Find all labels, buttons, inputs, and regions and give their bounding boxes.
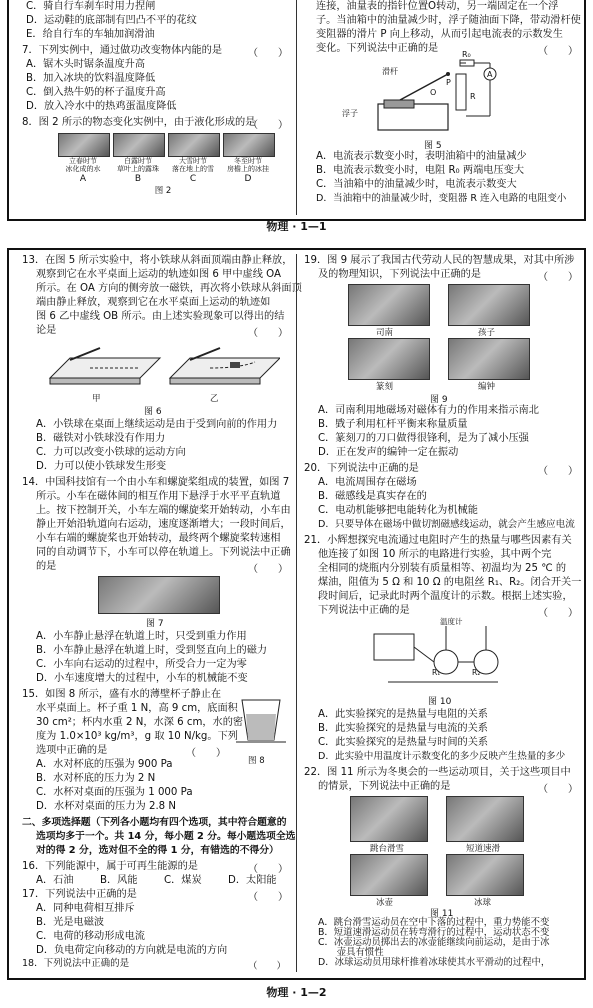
- option: C．篆刻刀的刀口做得很锋利，是为了减小压强: [318, 433, 529, 444]
- question-line: 选项中正确的是: [36, 745, 108, 756]
- question-stem: 20．下列说法中正确的是: [304, 463, 419, 474]
- answer-blank: （ ）: [248, 961, 287, 972]
- option: B．磁感线是真实存在的: [318, 491, 427, 502]
- photo-bells: [448, 338, 530, 380]
- option: C．煤炭: [164, 875, 202, 886]
- option: D．只要导体在磁场中做切割磁感线运动，就会产生感应电流: [318, 519, 575, 530]
- option: A．同种电荷相互排斥: [36, 903, 135, 914]
- section-heading: 选项均多于一个。共 14 分，每小题 2 分。每小题选项全选: [36, 831, 296, 842]
- option: D．太阳能: [228, 875, 277, 886]
- option: A．司南利用地磁场对磁体有力的作用来指示南北: [318, 405, 539, 416]
- option: C．倒入热牛奶的杯子温度升高: [26, 87, 166, 98]
- question-line: 所示。小车在磁体间的相互作用下悬浮于水平平直轨道: [36, 491, 281, 502]
- question-line: 22．图 11 所示为冬奥会的一些运动项目，关于这些项目中: [304, 767, 571, 778]
- figure-caption: 图 5: [424, 141, 442, 151]
- option: C．水杯对桌面的压强为 1 000 Pa: [36, 787, 193, 798]
- option: B．小车静止悬浮在轨道上时，受到竖直向上的磁力: [36, 645, 268, 656]
- question-line: 度为 1.0×10³ kg/m³，g 取 10 N/kg。下列: [36, 731, 238, 742]
- label-slider: 滑杆: [382, 67, 398, 76]
- option: D．力可以使小铁球发生形变: [36, 461, 167, 472]
- answer-blank: （ ）: [248, 48, 288, 59]
- option: A．锯木头时锯条温度升高: [26, 59, 146, 70]
- text-line: 变阻器的滑片 P 向上移动，从而引起电流表的示数发生: [316, 29, 563, 40]
- figure-caption: 图 2: [154, 186, 172, 196]
- option: C．力可以改变小铁球的运动方向: [36, 447, 186, 458]
- question-line: 观察到它在水平桌面上运动的轨迹如图 6 甲中虚线 OA: [36, 269, 281, 280]
- question-line: 21．小辉想探究电流通过电阻时产生的热量与哪些因素有关: [304, 535, 572, 546]
- option: B．光是电磁波: [36, 917, 105, 928]
- label-float: 浮子: [342, 109, 358, 118]
- question-line: 段时间后，记录此时两个温度计的示数。根据上述实验，: [318, 591, 573, 602]
- option: C．电动机能够把电能转化为机械能: [318, 505, 478, 516]
- caption: 冰球: [474, 898, 492, 908]
- option: C．电荷的移动形成电流: [36, 931, 145, 942]
- caption: 短道速滑: [466, 844, 501, 854]
- photo-ice-melt: [58, 133, 110, 157]
- option: D．放入冷水中的热鸡蛋温度降低: [26, 101, 177, 112]
- label-ammeter: A: [487, 70, 493, 79]
- text-line: 子。当油箱中的油量减少时，浮子随油面下降，带动滑杆使: [316, 15, 581, 26]
- label-yi: 乙: [210, 394, 219, 404]
- question-line: 所示。在 OA 方向的侧旁放一磁铁，再次将小铁球从斜面顶: [36, 283, 302, 294]
- letter-c: C: [189, 174, 197, 184]
- letter-b: B: [134, 174, 142, 184]
- option: A．小车静止悬浮在轨道上时，只受到重力作用: [36, 631, 247, 642]
- option: C．小车向右运动的过程中，所受合力一定为零: [36, 659, 247, 670]
- answer-blank: （ ）: [248, 892, 288, 903]
- question-line: 图 6 乙中虚线 OB 所示。由上述实验现象可以得出的结: [36, 311, 285, 322]
- caption: 编钟: [478, 382, 496, 392]
- option: 壶具有惯性: [318, 947, 384, 958]
- figure-10-apparatus: [368, 622, 518, 692]
- caption-a: 立春时节 冰化成的水: [65, 157, 101, 173]
- question-stem: 17．下列说法中正确的是: [22, 889, 137, 900]
- section-heading: 对的得 2 分，选对但不全的得 1 分，有错选的不得分）: [36, 845, 279, 856]
- photo-dew: [113, 133, 165, 157]
- label-r0: R₀: [462, 50, 471, 59]
- text-line: D．运动鞋的底部制有凹凸不平的花纹: [26, 15, 197, 26]
- photo-steelyard: [448, 284, 530, 326]
- question-line: 15．如图 8 所示，盛有水的薄壁杯子静止在: [22, 689, 222, 700]
- caption-c: 大雪时节 落在地上的雪: [172, 157, 214, 173]
- option: A．电流周围存在磁场: [318, 477, 417, 488]
- cup-figure: [236, 696, 286, 752]
- option: B．水对杯底的压力为 2 N: [36, 773, 156, 784]
- text-line: 连接，油量表的指针位置O转动，另一端固定在一个浮: [316, 1, 559, 12]
- option: B．戥子利用杠杆平衡来称量质量: [318, 419, 468, 430]
- label-p: P: [446, 78, 451, 87]
- caption: 跳台滑雪: [370, 844, 405, 854]
- question-line: 上。按下控制开关，小车左端的螺旋桨开始转动，小车由: [36, 505, 291, 516]
- option: D．此实验中用温度计示数变化的多少反映产生热量的多少: [318, 751, 566, 762]
- photo-carving: [348, 338, 430, 380]
- page-1-bottom-portion: [0, 0, 593, 235]
- option: A．水对杯底的压强为 900 Pa: [36, 759, 173, 770]
- question-line: 他连接了如图 10 所示的电路进行实验，其中两个完: [318, 549, 552, 560]
- figure-caption: 图 6: [144, 407, 162, 417]
- answer-blank: （ ）: [248, 564, 288, 575]
- question-stem: 7．下列实例中，通过做功改变物体内能的是: [22, 45, 223, 56]
- letter-d: D: [244, 174, 252, 184]
- label-o: O: [430, 88, 437, 97]
- question-line: 静止开始沿轨道向右运动，速度逐渐增大；一段时间后，: [36, 519, 291, 530]
- figure-6-drawing: [40, 338, 280, 398]
- option: D．正在发声的编钟一定在振动: [318, 447, 459, 458]
- caption-d: 冬至时节 房檐上的冰挂: [227, 157, 269, 173]
- answer-blank: （ ）: [538, 784, 578, 795]
- option: D．水杯对桌面的压力为 2.8 N: [36, 801, 177, 812]
- maglev-car-photo: [98, 576, 220, 614]
- figure-caption: 图 8: [248, 756, 265, 766]
- option: B．加入冰块的饮料温度降低: [26, 73, 156, 84]
- figure-caption: 图 11: [430, 909, 454, 919]
- question-line: 及的物理知识，下列说法中正确的是: [318, 269, 481, 280]
- figure-caption: 图 10: [428, 697, 452, 707]
- option: D．小车速度增大的过程中，小车的机械能不变: [36, 673, 248, 684]
- question-stem: 8．图 2 所示的物态变化实例中，由于液化形成的是: [22, 117, 256, 128]
- option: D．当油箱中的油量减少时，变阻器 R 连入电路的电阻变小: [316, 193, 567, 204]
- question-line: 小车右端的螺旋桨也开始转动，最终两个螺旋桨转速相: [36, 533, 281, 544]
- caption: 司南: [376, 328, 394, 338]
- question-line: 14．中国科技馆有一个由小车和螺旋桨组成的装置，如图 7: [22, 477, 290, 488]
- question-stem: 18．下列说法中正确的是: [22, 958, 130, 969]
- label-r: R: [470, 92, 476, 101]
- photo-curling: [350, 854, 428, 896]
- question-line: 的情景，下列说法中正确的是: [318, 781, 451, 792]
- photo-compass: [348, 284, 430, 326]
- question-line: 水平桌面上。杯子重 1 N，高 9 cm，底面积: [36, 703, 238, 714]
- question-line: 端由静止释放，观察到它在水平桌面上运动的轨迹如: [36, 297, 271, 308]
- question-line: 的是: [36, 561, 57, 572]
- answer-blank: （ ）: [538, 466, 578, 477]
- figure-caption: 图 9: [430, 395, 448, 405]
- text-line: E．给自行车的车轴加润滑油: [26, 29, 155, 40]
- answer-blank: （ ）: [538, 272, 578, 283]
- caption: 冰壶: [376, 898, 394, 908]
- option: D．负电荷定向移动的方向就是电流的方向: [36, 945, 228, 956]
- option: A．电流表示数变小时，表明油箱中的油量减少: [316, 151, 527, 162]
- photo-hockey: [446, 854, 524, 896]
- option: D．冰球运动员用球杆推着冰球使其水平滑动的过程中，: [318, 957, 551, 968]
- question-line: 全相同的烧瓶内分别装有质量相等、初温均为 25 ℃ 的: [318, 563, 567, 574]
- answer-blank: （ ）: [538, 608, 578, 619]
- answer-blank: （ ）: [248, 864, 288, 875]
- page-footer: 物理 · 1—2: [266, 986, 327, 999]
- option: B．短道速滑运动员在转弯滑行的过程中，运动状态不变: [318, 927, 550, 938]
- photo-snow: [168, 133, 220, 157]
- option: A．此实验探究的是热量与电阻的关系: [318, 709, 488, 720]
- question-stem: 16．下列能源中，属于可再生能源的是: [22, 861, 198, 872]
- question-line: 30 cm²；杯内水重 2 N，水深 6 cm，水的密: [36, 717, 244, 728]
- photo-speed-skating: [446, 796, 524, 842]
- option: C．此实验探究的是热量与时间的关系: [318, 737, 489, 748]
- label-jia: 甲: [92, 394, 101, 404]
- label-r1: R₁: [432, 668, 441, 677]
- option: C．当油箱中的油量减少时，电流表示数变大: [316, 179, 517, 190]
- page-2: [0, 242, 593, 1008]
- question-line: 论是: [36, 325, 57, 336]
- label-thermometer: 温度计: [440, 617, 463, 626]
- answer-blank: （ ）: [186, 748, 226, 759]
- caption-b: 白露时节 草叶上的露珠: [117, 157, 159, 173]
- option: B．磁铁对小铁球没有作用力: [36, 433, 166, 444]
- column-divider: [296, 254, 297, 972]
- option: A．石油: [36, 875, 74, 886]
- photo-ski-jump: [350, 796, 428, 842]
- page-footer: 物理 · 1—1: [266, 220, 327, 233]
- caption: 篆刻: [376, 382, 394, 392]
- answer-blank: （ ）: [248, 120, 288, 131]
- option: B．风能: [100, 875, 138, 886]
- question-line: 下列说法中正确的是: [318, 605, 410, 616]
- question-line: 煤油，阻值为 5 Ω 和 10 Ω 的电阻丝 R₁、R₂。闭合开关一: [318, 577, 582, 588]
- section-heading: 二、多项选择题（下列各小题均有四个选项，其中符合题意的: [22, 817, 287, 828]
- figure-caption: 图 7: [146, 619, 164, 629]
- text-line: 变化。下列说法中正确的是: [316, 43, 439, 54]
- photo-icicle: [223, 133, 275, 157]
- text-line: C．骑自行车刹车时用力捏闸: [26, 1, 156, 12]
- answer-blank: （ ）: [248, 328, 288, 339]
- option: B．电流表示数变小时，电阻 R₀ 两端电压变大: [316, 165, 525, 176]
- option: B．此实验探究的是热量与电流的关系: [318, 723, 488, 734]
- question-line: 19．图 9 展示了我国古代劳动人民的智慧成果，对其中所涉: [304, 255, 575, 266]
- column-divider: [296, 0, 297, 215]
- letter-a: A: [79, 174, 87, 184]
- question-line: 同的自动调节下，小车可以停在轨道上。下列说法中正确: [36, 547, 291, 558]
- option: A．小铁球在桌面上继续运动是由于受到向前的作用力: [36, 419, 278, 430]
- label-r2: R₂: [472, 668, 481, 677]
- option: A．跳台滑雪运动员在空中下落的过程中，重力势能不变: [318, 917, 550, 928]
- option: C．冰壶运动员掷出去的冰壶能继续向前运动，是由于冰: [318, 937, 550, 948]
- question-line: 13．在图 5 所示实验中，将小铁球从斜面顶端由静止释放，: [22, 255, 293, 266]
- caption: 孩子: [478, 328, 496, 338]
- answer-blank: （ ）: [538, 46, 578, 57]
